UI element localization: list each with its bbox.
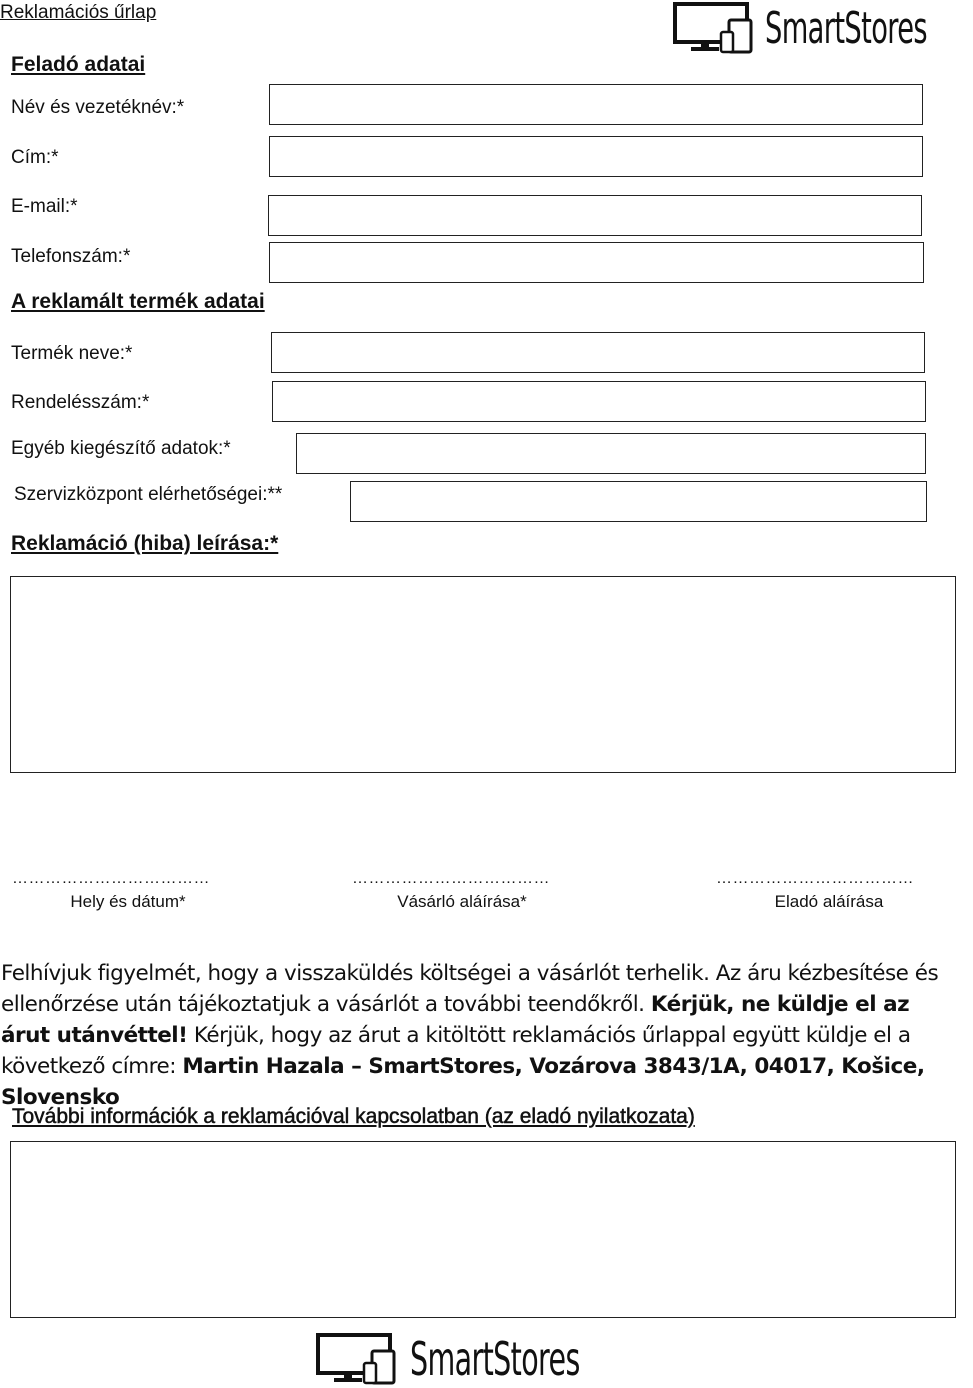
brand-name-footer: SmartStores <box>410 1332 580 1386</box>
email-input[interactable] <box>268 195 922 236</box>
address-input[interactable] <box>269 136 923 177</box>
product-name-input[interactable] <box>271 332 925 373</box>
name-input[interactable] <box>269 84 923 125</box>
seller-statement-textarea[interactable] <box>10 1141 956 1318</box>
buyer-signature-label: Vásárló aláírása* <box>397 892 527 911</box>
extra-info-label: Egyéb kiegészítő adatok:* <box>11 438 231 459</box>
product-name-label: Termék neve:* <box>11 343 133 364</box>
seller-signature-line[interactable]: ……………………………… <box>716 870 914 887</box>
phone-input[interactable] <box>269 242 924 283</box>
description-textarea[interactable] <box>10 576 956 773</box>
devices-icon <box>673 2 753 54</box>
notice-text-1: Felhívjuk figyelmét, hogy a visszaküldés költségei a vásárlót terhelik. Az áru kézbesítése és ellenőrzése után tájékoztatjuk a vásárlót a további teendőkről. <box>1 961 939 1017</box>
seller-section-title <box>12 1105 695 1129</box>
product-section-title: A reklamált termék adatai <box>11 290 265 313</box>
name-label: Név és vezetéknév:* <box>11 97 185 118</box>
order-number-input[interactable] <box>272 381 926 422</box>
sender-section-title: Feladó adatai <box>11 53 146 76</box>
place-date-label: Hely és dátum* <box>70 892 186 911</box>
seller-signature-label: Eladó aláírása <box>774 892 884 911</box>
devices-icon <box>316 1333 396 1385</box>
brand-logo-bottom <box>316 1332 580 1386</box>
place-date-line[interactable]: ……………………………… <box>12 870 210 887</box>
order-number-label: Rendelésszám:* <box>11 392 150 413</box>
buyer-signature-line[interactable]: ……………………………… <box>352 870 550 887</box>
brand-name: SmartStores <box>765 2 928 54</box>
description-section-title: Reklamáció (hiba) leírása:* <box>11 532 279 555</box>
document-title: Reklamációs űrlap <box>0 2 157 23</box>
brand-logo-top <box>673 2 928 54</box>
service-center-label: Szervizközpont elérhetőségei:** <box>14 484 283 505</box>
return-notice <box>1 958 961 1113</box>
phone-label: Telefonszám:* <box>11 246 131 267</box>
address-label: Cím:* <box>11 147 59 168</box>
service-center-input[interactable] <box>350 481 927 522</box>
notice-text-2: Kérjük, hogy az árut a kitöltött reklamációs űrlappal együtt küldje el a következő címre: <box>1 1023 911 1079</box>
extra-info-input[interactable] <box>296 433 926 474</box>
notice-bold-warning: Kérjük, ne küldje el az árut utánvéttel! <box>1 992 910 1048</box>
return-address: Martin Hazala – SmartStores, Vozárova 3843/1A, 04017, Košice, Slovensko <box>1 1054 925 1110</box>
email-label: E-mail:* <box>11 196 78 217</box>
seller-section-title-text: További információk a reklamációval kapcsolatban (az eladó nyilatkozata) <box>12 1105 695 1128</box>
